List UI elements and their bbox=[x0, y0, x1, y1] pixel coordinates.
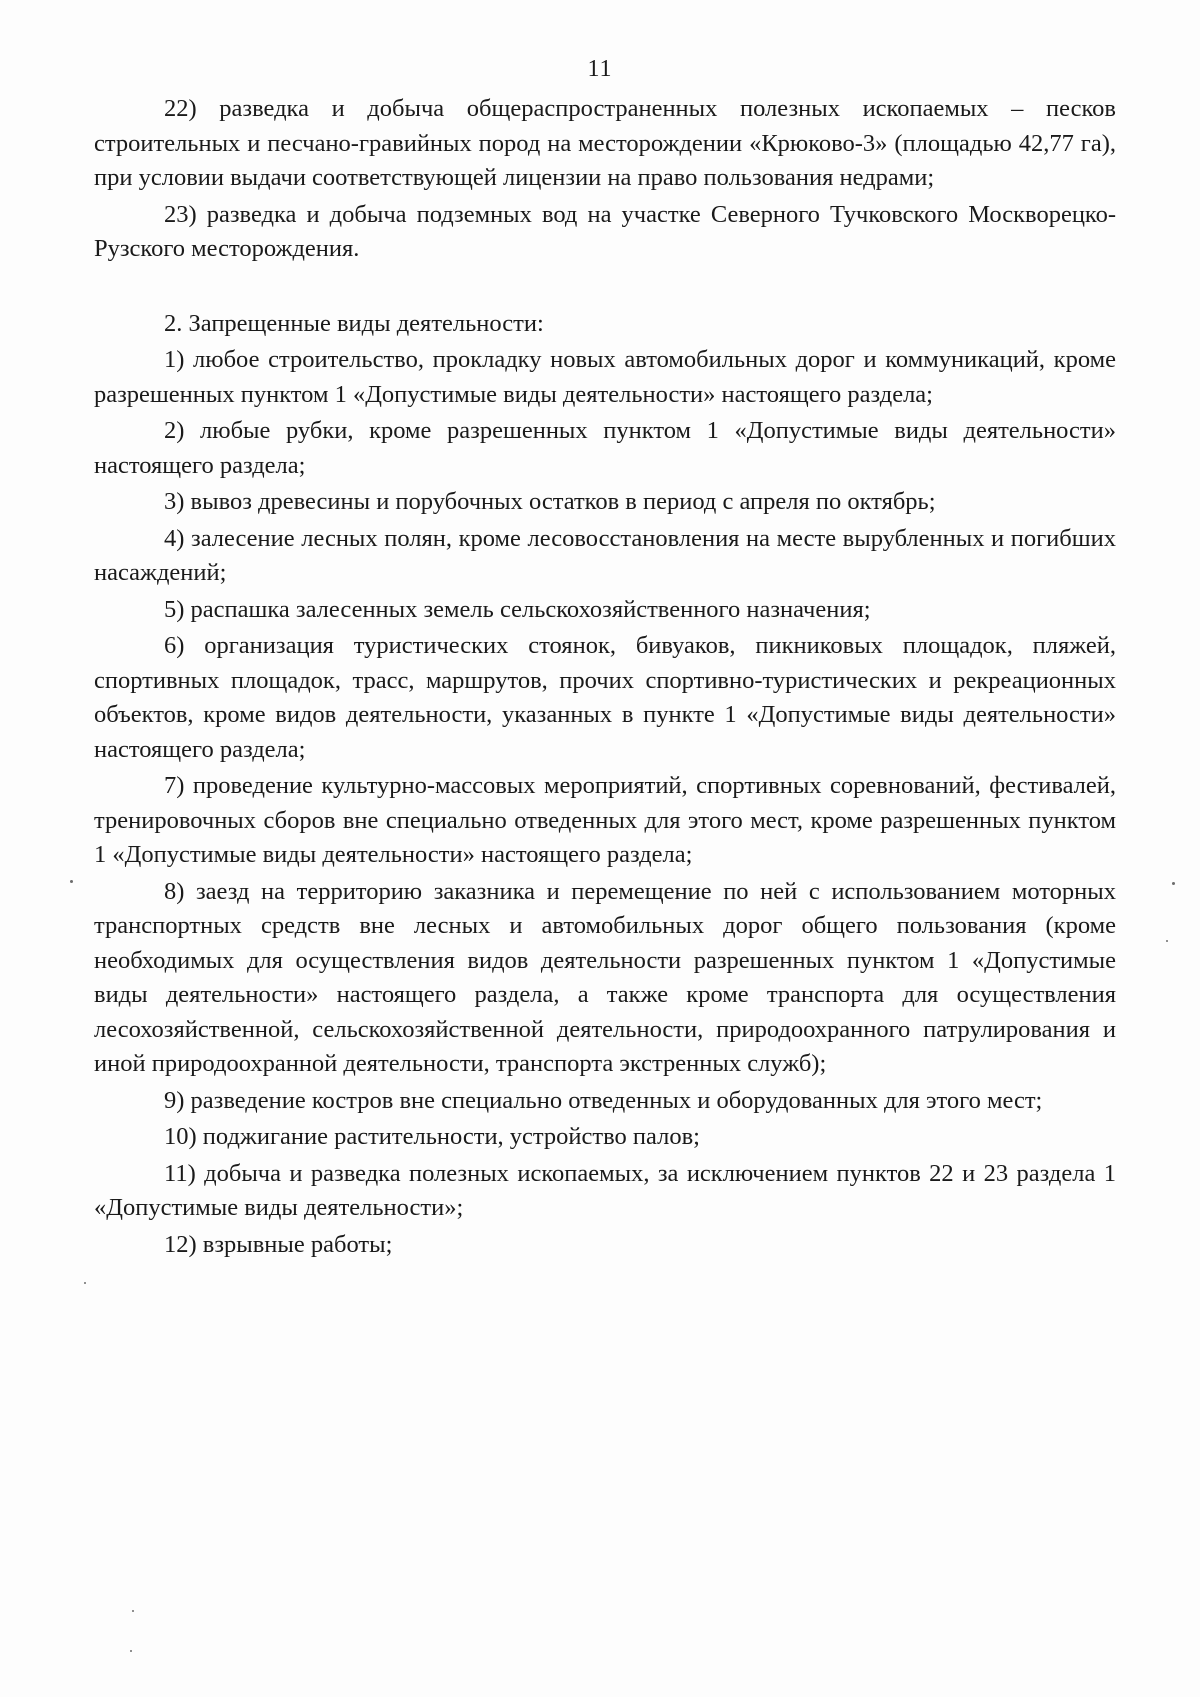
prohibited-item-2: 2) любые рубки, кроме разрешенных пунктом 1 «Допустимые виды деятельности» настоящего раздела; bbox=[94, 417, 1116, 479]
document-body bbox=[94, 92, 1116, 1262]
scan-speck bbox=[132, 1610, 134, 1612]
prohibited-item-3: 3) вывоз древесины и порубочных остатков в период с апреля по октябрь; bbox=[164, 488, 936, 515]
prohibited-item-8: 8) заезд на территорию заказника и перемещение по ней с использованием моторных транспортных средств вне лесных и автомобильных дорог общего пользования (кроме необходимых для осуществления видов деятельности разрешенных пунктом 1 «Допустимые виды деятельности» настоящего раздела, а также кроме транспорта для осуществления лесохозяйственной, сельскохозяйственной деятельности, природоохранного патрулирования и иной природоохранной деятельности, транспорта экстренных служб); bbox=[94, 877, 1116, 1077]
scan-speck bbox=[70, 880, 73, 883]
paragraph-item-23: 23) разведка и добыча подземных вод на участке Северного Тучковского Москворецко-Рузского месторождения. bbox=[94, 200, 1116, 262]
paragraph-item-22: 22) разведка и добыча общераспространенных полезных ископаемых – песков строительных и песчано-гравийных пород на месторождении «Крюково-3» (площадью 42,77 га), при условии выдачи соответствующей лицензии на право пользования недрами; bbox=[94, 95, 1116, 191]
prohibited-item-12: 12) взрывные работы; bbox=[164, 1230, 393, 1258]
prohibited-item-1: 1) любое строительство, прокладку новых автомобильных дорог и коммуникаций, кроме разрешенных пунктом 1 «Допустимые виды деятельности» настоящего раздела; bbox=[94, 346, 1116, 408]
scan-speck bbox=[1172, 882, 1175, 885]
page-number: 11 bbox=[587, 56, 613, 82]
prohibited-item-11: 11) добыча и разведка полезных ископаемых, за исключением пунктов 22 и 23 раздела 1 «Допустимые виды деятельности»; bbox=[94, 1159, 1116, 1221]
prohibited-item-4: 4) залесение лесных полян, кроме лесовосстановления на месте вырубленных и погибших насаждений; bbox=[94, 524, 1116, 586]
scan-speck bbox=[130, 1650, 132, 1652]
prohibited-item-10: 10) поджигание растительности, устройство палов; bbox=[164, 1123, 700, 1150]
prohibited-item-5: 5) распашка залесенных земель сельскохозяйственного назначения; bbox=[164, 595, 871, 623]
prohibited-item-9: 9) разведение костров вне специально отведенных и оборудованных для этого мест; bbox=[164, 1086, 1043, 1114]
prohibited-item-6: 6) организация туристических стоянок, бивуаков, пикниковых площадок, пляжей, спортивных площадок, трасс, маршрутов, прочих спортивно-туристических и рекреационных объектов, кроме видов деятельности, указанных в пункте 1 «Допустимые виды деятельности» настоящего раздела; bbox=[94, 632, 1116, 763]
section-heading-prohibited: 2. Запрещенные виды деятельности: bbox=[164, 309, 544, 337]
prohibited-item-7: 7) проведение культурно-массовых мероприятий, спортивных соревнований, фестивалей, тренировочных сборов вне специально отведенных для этого мест, кроме разрешенных пунктом 1 «Допустимые виды деятельности» настоящего раздела; bbox=[94, 772, 1116, 868]
scan-speck bbox=[84, 1282, 86, 1284]
scan-speck bbox=[1166, 940, 1168, 942]
